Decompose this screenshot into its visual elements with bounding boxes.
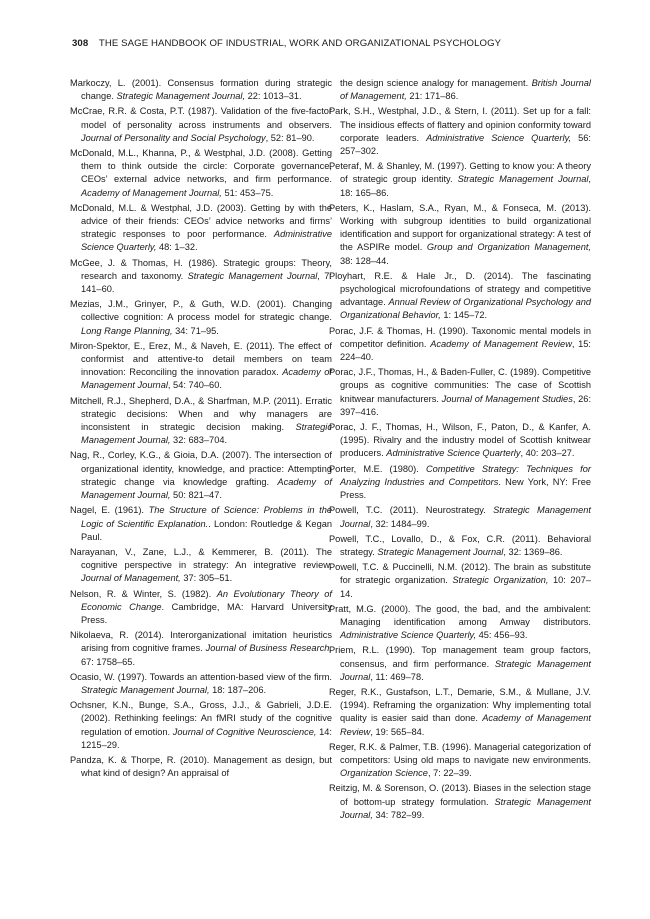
right-column [329,77,591,824]
reference-entry: Powell, T.C., Lovallo, D., & Fox, C.R. (2011). Behavioral strategy. Strategic Management Journal, 32: 1369–86. [329,533,591,557]
reference-entry: Porac, J. F., Thomas, H., Wilson, F., Paton, D., & Kanfer, A. (1995). Rivalry and the industry model of Scottish knitwear producers. Administrative Science Quarterly, 40: 203–27. [329,422,591,459]
reference-entry: Ocasio, W. (1997). Towards an attention-based view of the firm. Strategic Management Journal, 18: 187–206. [70,671,332,695]
reference-entry: Peteraf, M. & Shanley, M. (1997). Getting to know you: A theory of strategic group identity. Strategic Management Journal, 18: 165–86. [329,161,591,198]
running-title: THE SAGE HANDBOOK OF INDUSTRIAL, WORK AND ORGANIZATIONAL PSYCHOLOGY [98,38,502,49]
reference-entry: Markoczy, L. (2001). Consensus formation during strategic change. Strategic Management Journal, 22: 1013–31. [70,78,332,102]
reference-entry: Nagel, E. (1961). The Structure of Science: Problems in the Logic of Scientific Explanation.. London: Routledge & Kegan Paul. [70,505,332,542]
running-header [72,38,592,49]
reference-entry-continued: the design science analogy for management. British Journal of Management, 21: 171–86. [340,78,591,102]
reference-entry: McDonald, M.L., Khanna, P., & Westphal, J.D. (2008). Getting them to think outside the circle: Corporate governance, CEOs’ external advice networks, and firm performance. Academy of Management Journal, 51: 453–75. [70,148,332,198]
reference-entry: Ochsner, K.N., Bunge, S.A., Gross, J.J., & Gabrieli, J.D.E. (2002). Rethinking feelings: An fMRI study of the cognitive regulation of emotion. Journal of Cognitive Neuroscience, 14: 1215–29. [70,700,332,750]
reference-entry: Nikolaeva, R. (2014). Interorganizational imitation heuristics arising from cognitive frames. Journal of Business Research, 67: 1758–65. [70,630,332,667]
reference-entry: Pratt, M.G. (2000). The good, the bad, and the ambivalent: Managing identification among Amway distributors. Administrative Science Quarterly, 45: 456–93. [329,603,591,641]
reference-entry: Mitchell, R.J., Shepherd, D.A., & Sharfman, M.P. (2011). Erratic strategic decisions: When and why managers are inconsistent in strategic decision making. Strategic Management Journal, 32: 683–704. [70,395,332,446]
reference-entry: Reger, R.K., Gustafson, L.T., Demarie, S.M., & Mullane, J.V. (1994). Reframing the organization: Why implementing total quality is easier said than done. Academy of Management Review, 19: 565–84. [329,686,591,737]
reference-entry: Nag, R., Corley, K.G., & Gioia, D.A. (2007). The intersection of organizational identity, knowledge, and practice: Attempting strategic change via knowledge grafting. Academy of Management Journal, 50: 821–47. [70,450,333,501]
reference-entry: Porter, M.E. (1980). Competitive Strategy: Techniques for Analyzing Industries and Competitors. New York, NY: Free Press. [329,463,591,501]
reference-entry: Porac, J.F., Thomas, H., & Baden-Fuller, C. (1989). Competitive groups as cognitive communities: The case of Scottish knitwear manufacturers. Journal of Management Studies, 26: 397–416. [329,367,592,417]
reference-entry: Narayanan, V., Zane, L.J., & Kemmerer, B. (2011). The cognitive perspective in strategy: An integrative review. Journal of Management, 37: 305–51. [70,546,332,584]
reference-entry: Priem, R.L. (1990). Top management team group factors, consensus, and firm performance. Strategic Management Journal, 11: 469–78. [329,645,591,682]
page-number: 308 [72,38,89,49]
reference-entry: Nelson, R. & Winter, S. (1982). An Evolutionary Theory of Economic Change. Cambridge, MA: Harvard University Press. [70,588,332,625]
left-column [70,77,332,782]
reference-entry: Powell, T.C. (2011). Neurostrategy. Strategic Management Journal, 32: 1484–99. [329,505,591,529]
reference-entry: McCrae, R.R. & Costa, P.T. (1987). Validation of the five-factor model of personality across instruments and observers. Journal of Personality and Social Psychology, 52: 81–90. [70,106,332,143]
reference-entry: Mezias, J.M., Grinyer, P., & Guth, W.D. (2001). Changing collective cognition: A process model for strategic change. Long Range Planning, 34: 71–95. [70,299,332,336]
reference-entry: Porac, J.F. & Thomas, H. (1990). Taxonomic mental models in competitor definition. Academy of Management Review, 15: 224–40. [329,325,592,363]
reference-entry: Reitzig, M. & Sorenson, O. (2013). Biases in the selection stage of bottom-up strategy formulation. Strategic Management Journal, 34: 782–99. [329,783,591,820]
reference-entry: McGee, J. & Thomas, H. (1986). Strategic groups: Theory, research and taxonomy. Strategic Management Journal, 7: 141–60. [70,257,332,295]
reference-entry: Miron-Spektor, E., Erez, M., & Naveh, E. (2011). The effect of conformist and attentive-to detail members on team innovation: Reconciling the innovation paradox. Academy of Management Journal, 54: 740–60. [70,340,332,391]
reference-entry: Reger, R.K. & Palmer, T.B. (1996). Managerial categorization of competitors: Using old maps to navigate new environments. Organization Science, 7: 22–39. [329,741,591,779]
reference-entry: Pandza, K. & Thorpe, R. (2010). Management as design, but what kind of design? An appraisal of [70,754,332,779]
reference-entry: Powell, T.C. & Puccinelli, N.M. (2012). The brain as substitute for strategic organization. Strategic Organization, 10: 207–14. [329,562,591,599]
reference-entry: Ployhart, R.E. & Hale Jr., D. (2014). The fascinating psychological microfoundations of strategy and competitive advantage. Annual Review of Organizational Psychology and Organizational Behavior, 1: 145–72. [329,270,591,321]
reference-entry: Park, S.H., Westphal, J.D., & Stern, I. (2011). Set up for a fall: The insidious effects of flattery and opinion conformity toward corporate leaders. Administrative Science Quarterly, 56: 257–302. [329,106,591,157]
reference-entry: McDonald, M.L. & Westphal, J.D. (2003). Getting by with the advice of their friends: CEOs’ advice networks and firms’ strategic responses to poor performance. Administrative Science Quarterly, 48: 1–32. [70,202,332,253]
reference-entry: Peters, K., Haslam, S.A., Ryan, M., & Fonseca, M. (2013). Working with subgroup identities to build organizational identification and support for organizational strategy: A test of the ASPIRe model. Group and Organization Management, 38: 128–44. [329,202,591,266]
